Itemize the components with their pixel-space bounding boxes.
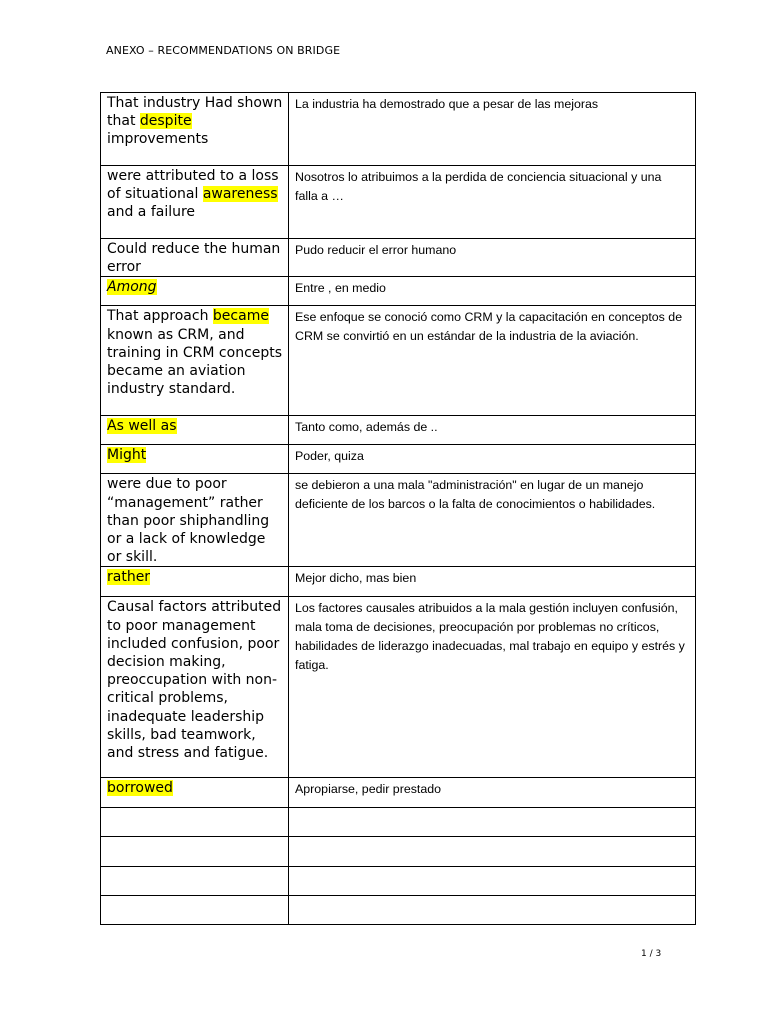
english-cell [101, 416, 289, 445]
english-cell [101, 277, 289, 306]
english-cell [101, 778, 289, 808]
table-row [101, 239, 696, 277]
table-row [101, 867, 696, 896]
highlighted-term: As well as [107, 418, 177, 435]
spanish-translation: Nosotros lo atribuimos a la perdida de conciencia situacional y una falla a … [289, 166, 696, 239]
table-row [101, 808, 696, 837]
document-header: ANEXO – RECOMMENDATIONS ON BRIDGE [106, 44, 341, 57]
spanish-translation [289, 837, 696, 867]
english-text: known as CRM, and training in CRM concepts became an aviation industry standard. [107, 326, 283, 398]
highlighted-term: Among [107, 279, 157, 296]
table-row [101, 93, 696, 166]
spanish-translation [289, 896, 696, 925]
english-cell [101, 445, 289, 474]
highlighted-term: borrowed [107, 780, 173, 797]
english-text: That industry Had shown that [107, 95, 283, 130]
highlighted-term: despite [139, 113, 192, 130]
english-text: were attributed to a loss of situational [107, 168, 279, 203]
table-row [101, 416, 696, 445]
table-row [101, 597, 696, 778]
english-text: improvements [107, 131, 209, 148]
english-cell [101, 166, 289, 239]
highlighted-term: awareness [202, 186, 278, 203]
english-cell [101, 306, 289, 416]
spanish-translation: Poder, quiza [289, 445, 696, 474]
spanish-translation: Apropiarse, pedir prestado [289, 778, 696, 808]
english-cell [101, 597, 289, 778]
spanish-translation: Los factores causales atribuidos a la mala gestión incluyen confusión, mala toma de decisiones, preocupación por problemas no críticos, habilidades de liderazgo inadecuadas, mal trabajo en equipo y estrés y fatiga. [289, 597, 696, 778]
spanish-translation: Mejor dicho, mas bien [289, 567, 696, 597]
english-text: Causal factors attributed to poor management included confusion, poor decision making, preoccupation with non-critical problems, inadequate leadership skills, bad teamwork, and stress and fatigue. [107, 599, 282, 762]
spanish-translation [289, 867, 696, 896]
table-row [101, 778, 696, 808]
table-row [101, 474, 696, 567]
spanish-translation [289, 808, 696, 837]
spanish-translation: se debieron a una mala "administración" en lugar de un manejo deficiente de los barcos o la falta de conocimientos o habilidades. [289, 474, 696, 567]
english-cell [101, 837, 289, 867]
spanish-translation: Ese enfoque se conoció como CRM y la capacitación en conceptos de CRM se convirtió en un estándar de la industria de la aviación. [289, 306, 696, 416]
english-text: That approach [107, 308, 213, 325]
highlighted-term: Might [107, 447, 147, 464]
table-row [101, 166, 696, 239]
table-row [101, 896, 696, 925]
vocabulary-table [100, 92, 696, 925]
english-cell [101, 808, 289, 837]
english-cell [101, 474, 289, 567]
english-cell [101, 867, 289, 896]
table-row [101, 567, 696, 597]
table-row [101, 277, 696, 306]
english-text: and a failure [107, 204, 196, 221]
spanish-translation: Entre , en medio [289, 277, 696, 306]
table-row [101, 837, 696, 867]
english-text: were due to poor “management” rather than poor shiphandling or a lack of knowledge or skill. [107, 476, 270, 566]
spanish-translation: Pudo reducir el error humano [289, 239, 696, 277]
english-cell [101, 93, 289, 166]
spanish-translation: Tanto como, además de .. [289, 416, 696, 445]
table-row [101, 445, 696, 474]
spanish-translation: La industria ha demostrado que a pesar de las mejoras [289, 93, 696, 166]
highlighted-term: rather [107, 569, 151, 586]
page-number: 1 / 3 [641, 949, 662, 959]
english-cell [101, 567, 289, 597]
english-cell [101, 896, 289, 925]
highlighted-term: became [212, 308, 269, 325]
english-cell [101, 239, 289, 277]
english-text: Could reduce the human error [107, 241, 281, 276]
table-row [101, 306, 696, 416]
